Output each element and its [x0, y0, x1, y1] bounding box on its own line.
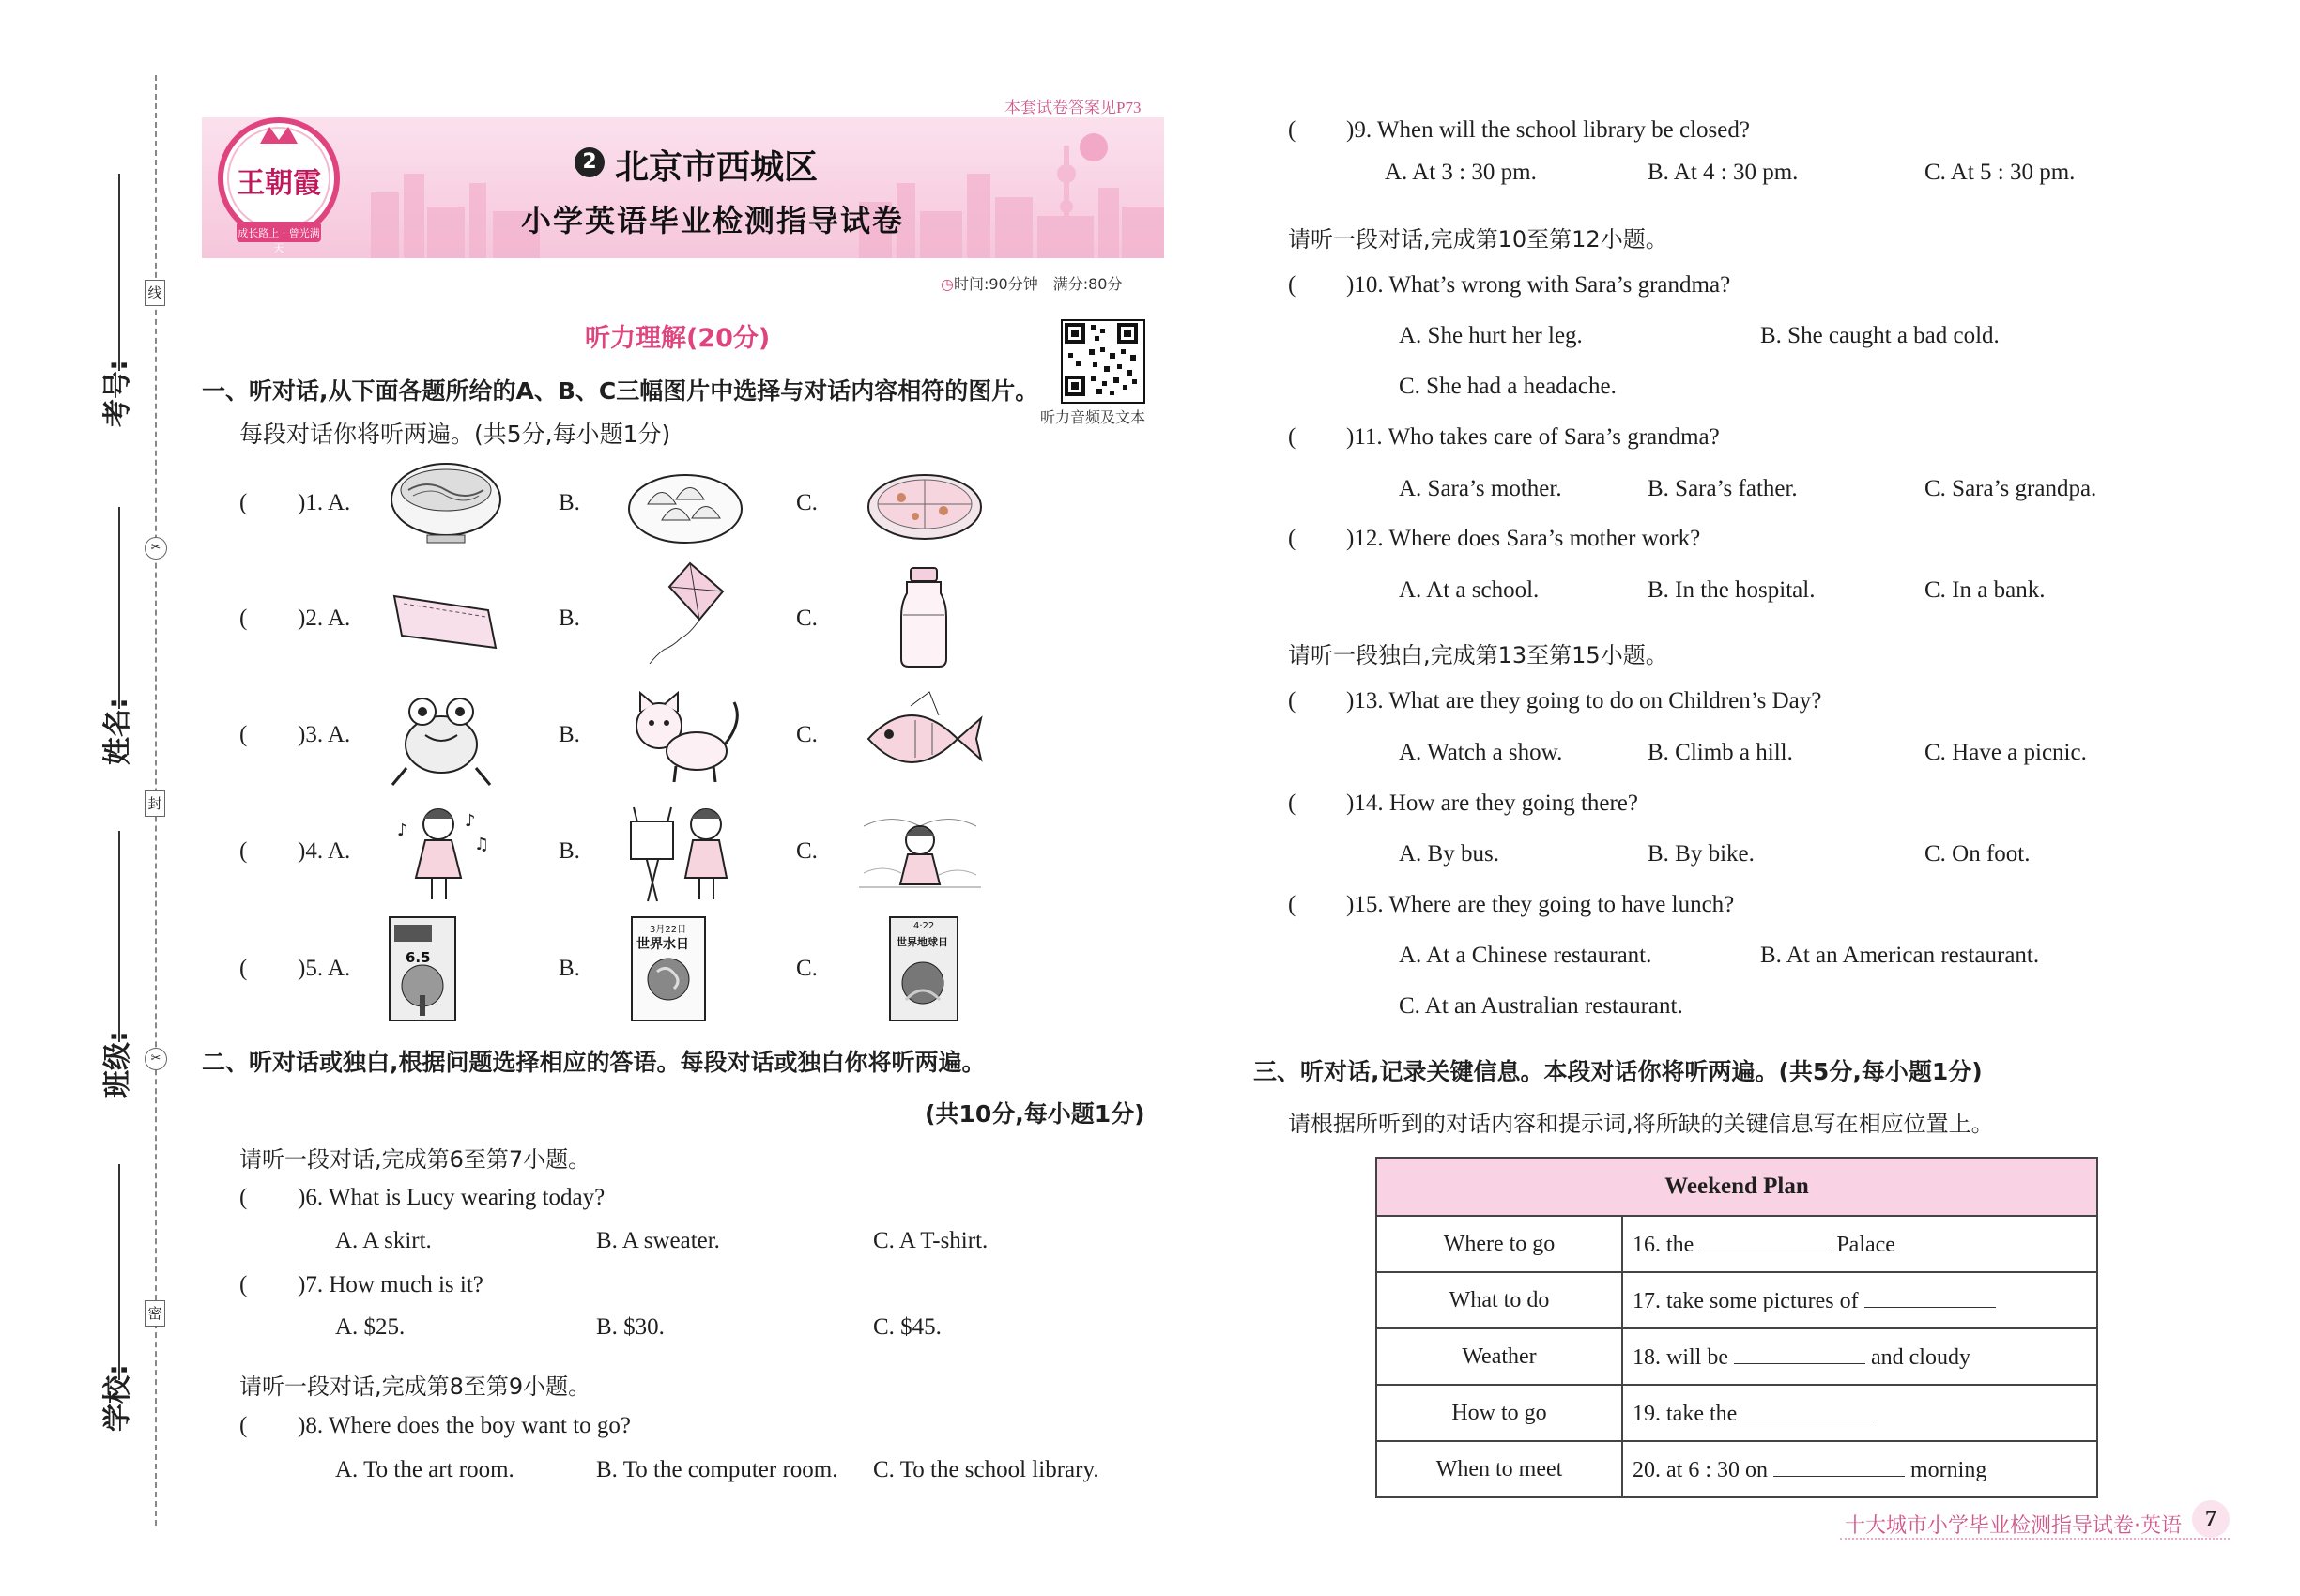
table-row	[1376, 1385, 2097, 1441]
answer-blank-20[interactable]	[1773, 1455, 1905, 1477]
q13-option-c[interactable]: C. Have a picnic.	[1924, 740, 2087, 765]
q4-option-b-label: B.	[559, 838, 580, 864]
answer-paren[interactable]: (	[1288, 424, 1296, 450]
answer-blank-18[interactable]	[1734, 1343, 1865, 1364]
q2-label: ( )2. A.	[239, 606, 351, 631]
q15-option-b[interactable]: B. At an American restaurant.	[1760, 943, 2040, 968]
table-row	[1376, 1441, 2097, 1497]
row-value-where: 16. the Palace	[1622, 1216, 2097, 1272]
exam-number-label: 考号:	[101, 360, 134, 427]
q15-option-c[interactable]: C. At an Australian restaurant.	[1399, 993, 1683, 1019]
q4-option-b-girl-painting-icon[interactable]	[620, 798, 742, 901]
q6-option-a[interactable]: A. A skirt.	[335, 1228, 432, 1253]
answer-paren[interactable]: (	[239, 722, 248, 747]
q1-option-b-label: B.	[559, 490, 580, 515]
q2-option-c-label: C.	[796, 606, 818, 631]
q11-option-c[interactable]: C. Sara’s grandpa.	[1924, 476, 2097, 501]
brand-logo	[208, 111, 349, 252]
q12-option-c[interactable]: C. In a bank.	[1924, 577, 2046, 603]
logo-text: 王朝霞	[237, 167, 321, 200]
answer-paren[interactable]: (	[239, 490, 248, 515]
logo-slogan: 成长路上 · 曾光满天	[238, 227, 320, 254]
class-label: 班级:	[101, 1031, 134, 1098]
school-label: 学校:	[101, 1364, 134, 1432]
answer-paren[interactable]: (	[1288, 526, 1296, 551]
part3-heading: 三、听对话,记录关键信息。本段对话你将听两遍。(共5分,每小题1分)	[1253, 1058, 1983, 1085]
q7-option-b[interactable]: B. $30.	[596, 1314, 665, 1340]
q2-option-b-label: B.	[559, 606, 580, 631]
q5-a-poster-text: 6.5	[406, 949, 431, 966]
answer-blank-16[interactable]	[1699, 1230, 1831, 1251]
answer-paren[interactable]: (	[239, 1413, 248, 1438]
answer-paren[interactable]: (	[1288, 117, 1296, 143]
q5-option-c-water-poster-icon[interactable]	[887, 915, 962, 1019]
q3-option-b-label: B.	[559, 722, 580, 747]
q7-question: ( )7. How much is it?	[239, 1272, 483, 1297]
answer-paren[interactable]: (	[239, 956, 248, 981]
q1-option-c-pizza-icon[interactable]	[864, 453, 986, 556]
footer-title: 十大城市小学毕业检测指导试卷·英语	[1845, 1514, 2182, 1538]
class-line	[118, 831, 120, 1042]
answer-blank-17[interactable]	[1864, 1286, 1996, 1308]
row-key-weather: Weather	[1376, 1328, 1622, 1385]
footer-underline	[1840, 1538, 2230, 1540]
listening-section-title: 听力理解(20分)	[585, 324, 771, 353]
q5-label: ( )5. A.	[239, 956, 351, 981]
q1-option-a-noodles-icon[interactable]	[385, 453, 507, 556]
q3-option-c-label: C.	[796, 722, 818, 747]
q1-option-c-label: C.	[796, 490, 818, 515]
page-number: 7	[2192, 1500, 2230, 1538]
clock-icon: ◷	[941, 275, 954, 293]
q9-option-b[interactable]: B. At 4 : 30 pm.	[1648, 160, 1799, 185]
exam-number-line	[118, 174, 120, 371]
q2-option-a-pencil-case-icon[interactable]	[385, 568, 507, 671]
answer-reference: 本套试卷答案见P73	[1004, 99, 1142, 116]
svg-text:♪: ♪	[465, 811, 476, 831]
q2-option-c-water-bottle-icon[interactable]	[864, 563, 986, 667]
part2-intro-8-9: 请听一段对话,完成第8至第9小题。	[239, 1373, 591, 1400]
seal-circle-icon: ✂	[145, 1048, 167, 1070]
time-score-info	[941, 272, 1122, 294]
answer-paren[interactable]: (	[239, 1272, 248, 1297]
q14-question: ( )14. How are they going there?	[1288, 790, 1638, 816]
q9-option-c[interactable]: C. At 5 : 30 pm.	[1924, 160, 2076, 185]
q5-option-c-label: C.	[796, 956, 818, 981]
q3-label: ( )3. A.	[239, 722, 351, 747]
q5-option-a-tree-poster-icon[interactable]	[385, 915, 460, 1019]
part2-heading: 二、听对话或独白,根据问题选择相应的答语。每段对话或独白你将听两遍。	[202, 1049, 986, 1076]
qr-code[interactable]	[1061, 319, 1145, 404]
q15-option-a[interactable]: A. At a Chinese restaurant.	[1399, 943, 1652, 968]
q5-b-poster-date: 3月22日	[650, 925, 687, 935]
q11-option-b[interactable]: B. Sara’s father.	[1648, 476, 1798, 501]
q2-option-b-kite-icon[interactable]	[624, 559, 746, 662]
row-key-what: What to do	[1376, 1272, 1622, 1328]
paper-subtitle: 小学英语毕业检测指导试卷	[521, 203, 905, 238]
q10-option-b[interactable]: B. She caught a bad cold.	[1760, 323, 2000, 348]
part2-score: (共10分,每小题1分)	[925, 1100, 1145, 1128]
q4-option-c-label: C.	[796, 838, 818, 864]
q12-question: ( )12. Where does Sara’s mother work?	[1288, 526, 1701, 551]
answer-paren[interactable]: (	[1288, 790, 1296, 816]
q3-option-a-frog-icon[interactable]	[380, 683, 502, 787]
svg-text:♪: ♪	[397, 821, 408, 840]
answer-paren[interactable]: (	[239, 838, 248, 864]
part3-instruction: 请根据所听到的对话内容和提示词,将所缺的关键信息写在相应位置上。	[1288, 1111, 1994, 1137]
time-score-text: 时间:90分钟 满分:80分	[953, 275, 1123, 293]
q15-question: ( )15. Where are they going to have lunch?	[1288, 892, 1735, 917]
q10-option-c[interactable]: C. She had a headache.	[1399, 374, 1617, 399]
row-key-how: How to go	[1376, 1385, 1622, 1441]
q14-option-a[interactable]: A. By bus.	[1399, 841, 1499, 867]
part2-intro-6-7: 请听一段对话,完成第6至第7小题。	[239, 1146, 591, 1173]
q9-option-a[interactable]: A. At 3 : 30 pm.	[1385, 160, 1537, 185]
part1-note: 每段对话你将听两遍。(共5分,每小题1分)	[239, 421, 671, 448]
q7-option-c[interactable]: C. $45.	[873, 1314, 942, 1340]
q13-question: ( )13. What are they going to do on Children’s Day?	[1288, 688, 1822, 714]
q1-option-b-dumplings-icon[interactable]	[624, 453, 746, 556]
weekend-plan-table	[1375, 1157, 2098, 1498]
q14-option-c[interactable]: C. On foot.	[1924, 841, 2031, 867]
q12-option-b[interactable]: B. In the hospital.	[1648, 577, 1816, 603]
table-row	[1376, 1328, 2097, 1385]
q5-c-poster-date: 4·22	[913, 921, 935, 931]
q5-option-b-label: B.	[559, 956, 580, 981]
q4-option-a-girl-singing-icon[interactable]	[380, 798, 502, 901]
weekend-plan-title: Weekend Plan	[1376, 1158, 2097, 1216]
qr-caption: 听力音频及文本	[1040, 408, 1146, 426]
seal-line-char: 线	[145, 280, 165, 306]
row-key-where: Where to go	[1376, 1216, 1622, 1272]
answer-paren[interactable]: (	[1288, 892, 1296, 917]
qr-code-icon	[1063, 321, 1140, 398]
name-label: 姓名:	[101, 698, 134, 765]
q6-question: ( )6. What is Lucy wearing today?	[239, 1185, 606, 1210]
answer-blank-19[interactable]	[1742, 1399, 1874, 1420]
q10-option-a[interactable]: A. She hurt her leg.	[1399, 323, 1583, 348]
answer-paren[interactable]: (	[1288, 688, 1296, 714]
answer-paren[interactable]: (	[239, 606, 248, 631]
row-key-when: When to meet	[1376, 1441, 1622, 1497]
q13-option-a[interactable]: A. Watch a show.	[1399, 740, 1563, 765]
q7-option-a[interactable]: A. $25.	[335, 1314, 406, 1340]
q8-option-a[interactable]: A. To the art room.	[335, 1457, 514, 1482]
svg-text:♫: ♫	[474, 835, 490, 854]
q3-option-b-cat-icon[interactable]	[620, 683, 742, 787]
paper-region-title: 北京市西城区	[615, 148, 819, 187]
row-value-what: 17. take some pictures of	[1622, 1272, 2097, 1328]
row-value-weather: 18. will be and cloudy	[1622, 1328, 2097, 1385]
school-line	[118, 1164, 120, 1380]
q11-question: ( )11. Who takes care of Sara’s grandma?	[1288, 424, 1720, 450]
q6-option-c[interactable]: C. A T-shirt.	[873, 1228, 989, 1253]
seal-secret-char: 密	[145, 1300, 165, 1327]
q9-question: ( )9. When will the school library be closed?	[1288, 117, 1750, 143]
q8-option-b[interactable]: B. To the computer room.	[596, 1457, 838, 1482]
q4-label: ( )4. A.	[239, 838, 351, 864]
q14-option-b[interactable]: B. By bike.	[1648, 841, 1755, 867]
q4-option-c-girl-outdoors-icon[interactable]	[859, 798, 981, 901]
q8-question: ( )8. Where does the boy want to go?	[239, 1413, 631, 1438]
q1-label: ( )1. A.	[239, 490, 351, 515]
q8-option-c[interactable]: C. To the school library.	[873, 1457, 1099, 1482]
paper-number-badge: 2	[575, 147, 605, 177]
q3-option-c-fish-icon[interactable]	[859, 687, 981, 790]
seal-circle-icon: ✂	[145, 537, 167, 560]
q11-option-a[interactable]: A. Sara’s mother.	[1399, 476, 1562, 501]
q5-option-b-earth-poster-icon[interactable]	[629, 915, 709, 1019]
table-row	[1376, 1216, 2097, 1272]
q5-b-poster-title: 世界水日	[636, 937, 689, 952]
answer-paren[interactable]: (	[239, 1185, 248, 1210]
row-value-when: 20. at 6 : 30 on morning	[1622, 1441, 2097, 1497]
q12-option-a[interactable]: A. At a school.	[1399, 577, 1540, 603]
q5-c-poster-title: 世界地球日	[897, 936, 948, 948]
part2-intro-13-15: 请听一段独白,完成第13至第15小题。	[1288, 642, 1668, 668]
q6-option-b[interactable]: B. A sweater.	[596, 1228, 720, 1253]
part1-heading: 一、听对话,从下面各题所给的A、B、C三幅图片中选择与对话内容相符的图片。	[202, 377, 1039, 405]
q10-question: ( )10. What’s wrong with Sara’s grandma?	[1288, 272, 1731, 298]
answer-paren[interactable]: (	[1288, 272, 1296, 298]
q13-option-b[interactable]: B. Climb a hill.	[1648, 740, 1793, 765]
row-value-how: 19. take the	[1622, 1385, 2097, 1441]
name-line	[118, 507, 120, 709]
table-row	[1376, 1272, 2097, 1328]
part2-intro-10-12: 请听一段对话,完成第10至第12小题。	[1288, 226, 1668, 253]
seal-seal-char: 封	[145, 790, 165, 817]
